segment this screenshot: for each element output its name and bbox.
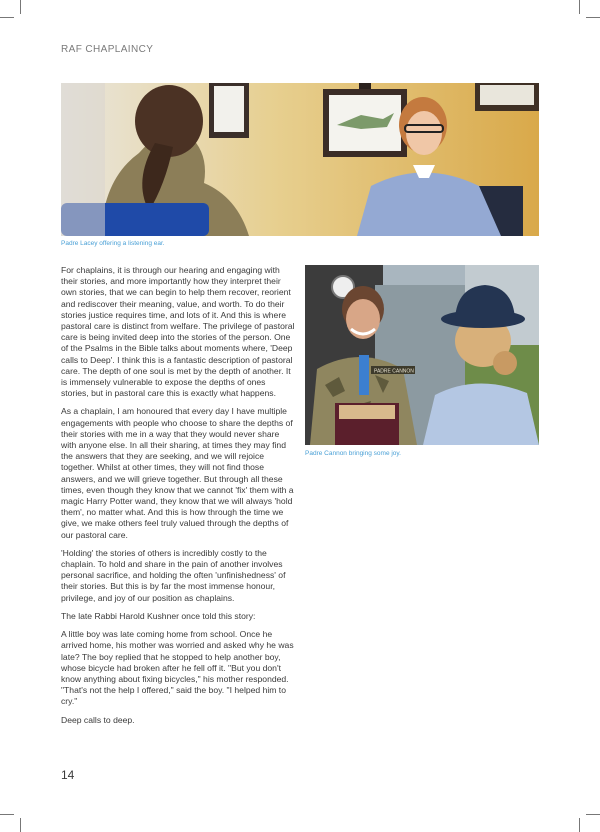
- paragraph-6: Deep calls to deep.: [61, 714, 135, 725]
- paragraph-4: The late Rabbi Harold Kushner once told this story:: [61, 610, 256, 621]
- name-tag: PADRE CANNON: [374, 368, 414, 375]
- paragraph-3: 'Holding' the stories of others is incredibly costly to the chaplain. To hold and share in the pain of another involves personal sacrifice, and holding the often 'unfinishedness' of their stories. But this is by far the most immense honour, privilege, and joy of our position as chaplains.: [61, 547, 286, 603]
- crop-mark-bl-h: [0, 814, 14, 815]
- article-body: [61, 265, 295, 733]
- page-number: 14: [61, 768, 75, 782]
- photo-padre-cannon: [305, 265, 539, 445]
- crop-mark-bl-v: [20, 818, 21, 832]
- photo-padre-lacey-illustration: [61, 83, 539, 236]
- photo-padre-cannon-illustration: [305, 265, 539, 445]
- crop-mark-tl-v: [20, 0, 21, 14]
- running-header: RAF CHAPLAINCY: [61, 44, 154, 55]
- photo2-caption: Padre Cannon bringing some joy.: [305, 450, 401, 457]
- paragraph-5: A little boy was late coming home from school. Once he arrived home, his mother was worried and asked why he was late? The boy replied that he stopped to help another boy, whose bicycle had broken after he fell off it. "But you don't know anything about fixing bicycles," his mother responded. "That's not the help I offered," said the boy. "I helped him to cry.": [61, 629, 294, 707]
- photo-padre-lacey: [61, 83, 539, 236]
- paragraph-1: For chaplains, it is through our hearing and engaging with their stories, and more importantly how they interpret their own stories, that we can begin to help them recover, reorient and rediscover their meaning, value, and worth. To do their stories justice requires time, and lots of it. And this is where pastoral care is distinct from welfare. The privilege of pastoral care is being invited deep into the stories of the person. One of the Psalms in the Bible talks about moments where, 'Deep calls to Deep'. I think this is a fantastic description of pastoral care. The depth of one soul is met by the depth of another. It is immensely vulnerable to expose the depths of ones stories, but in pastoral care this is exactly what happens.: [61, 265, 295, 399]
- crop-mark-tl-h: [0, 17, 14, 18]
- crop-mark-br-h: [586, 814, 600, 815]
- crop-mark-tr-v: [579, 0, 580, 14]
- photo1-caption: Padre Lacey offering a listening ear.: [61, 240, 165, 247]
- crop-mark-tr-h: [586, 17, 600, 18]
- crop-mark-br-v: [579, 818, 580, 832]
- paragraph-2: As a chaplain, I am honoured that every day I have multiple engagements with people who choose to share the depths of their stories with me in a way that they would never share with anyone else. In all their sharing, at times they may find the answers that they are seeking, and we will rejoice together. Whilst at other times, they will not find those answers, and we will grieve together. But through all these times, even though they know that we cannot 'fix' them with a magic Harry Potter wand, they know that we will always 'hold them', no matter what. And this is how through the time we give, we make others feel truly valued through the depths of our pastoral care.: [61, 406, 294, 540]
